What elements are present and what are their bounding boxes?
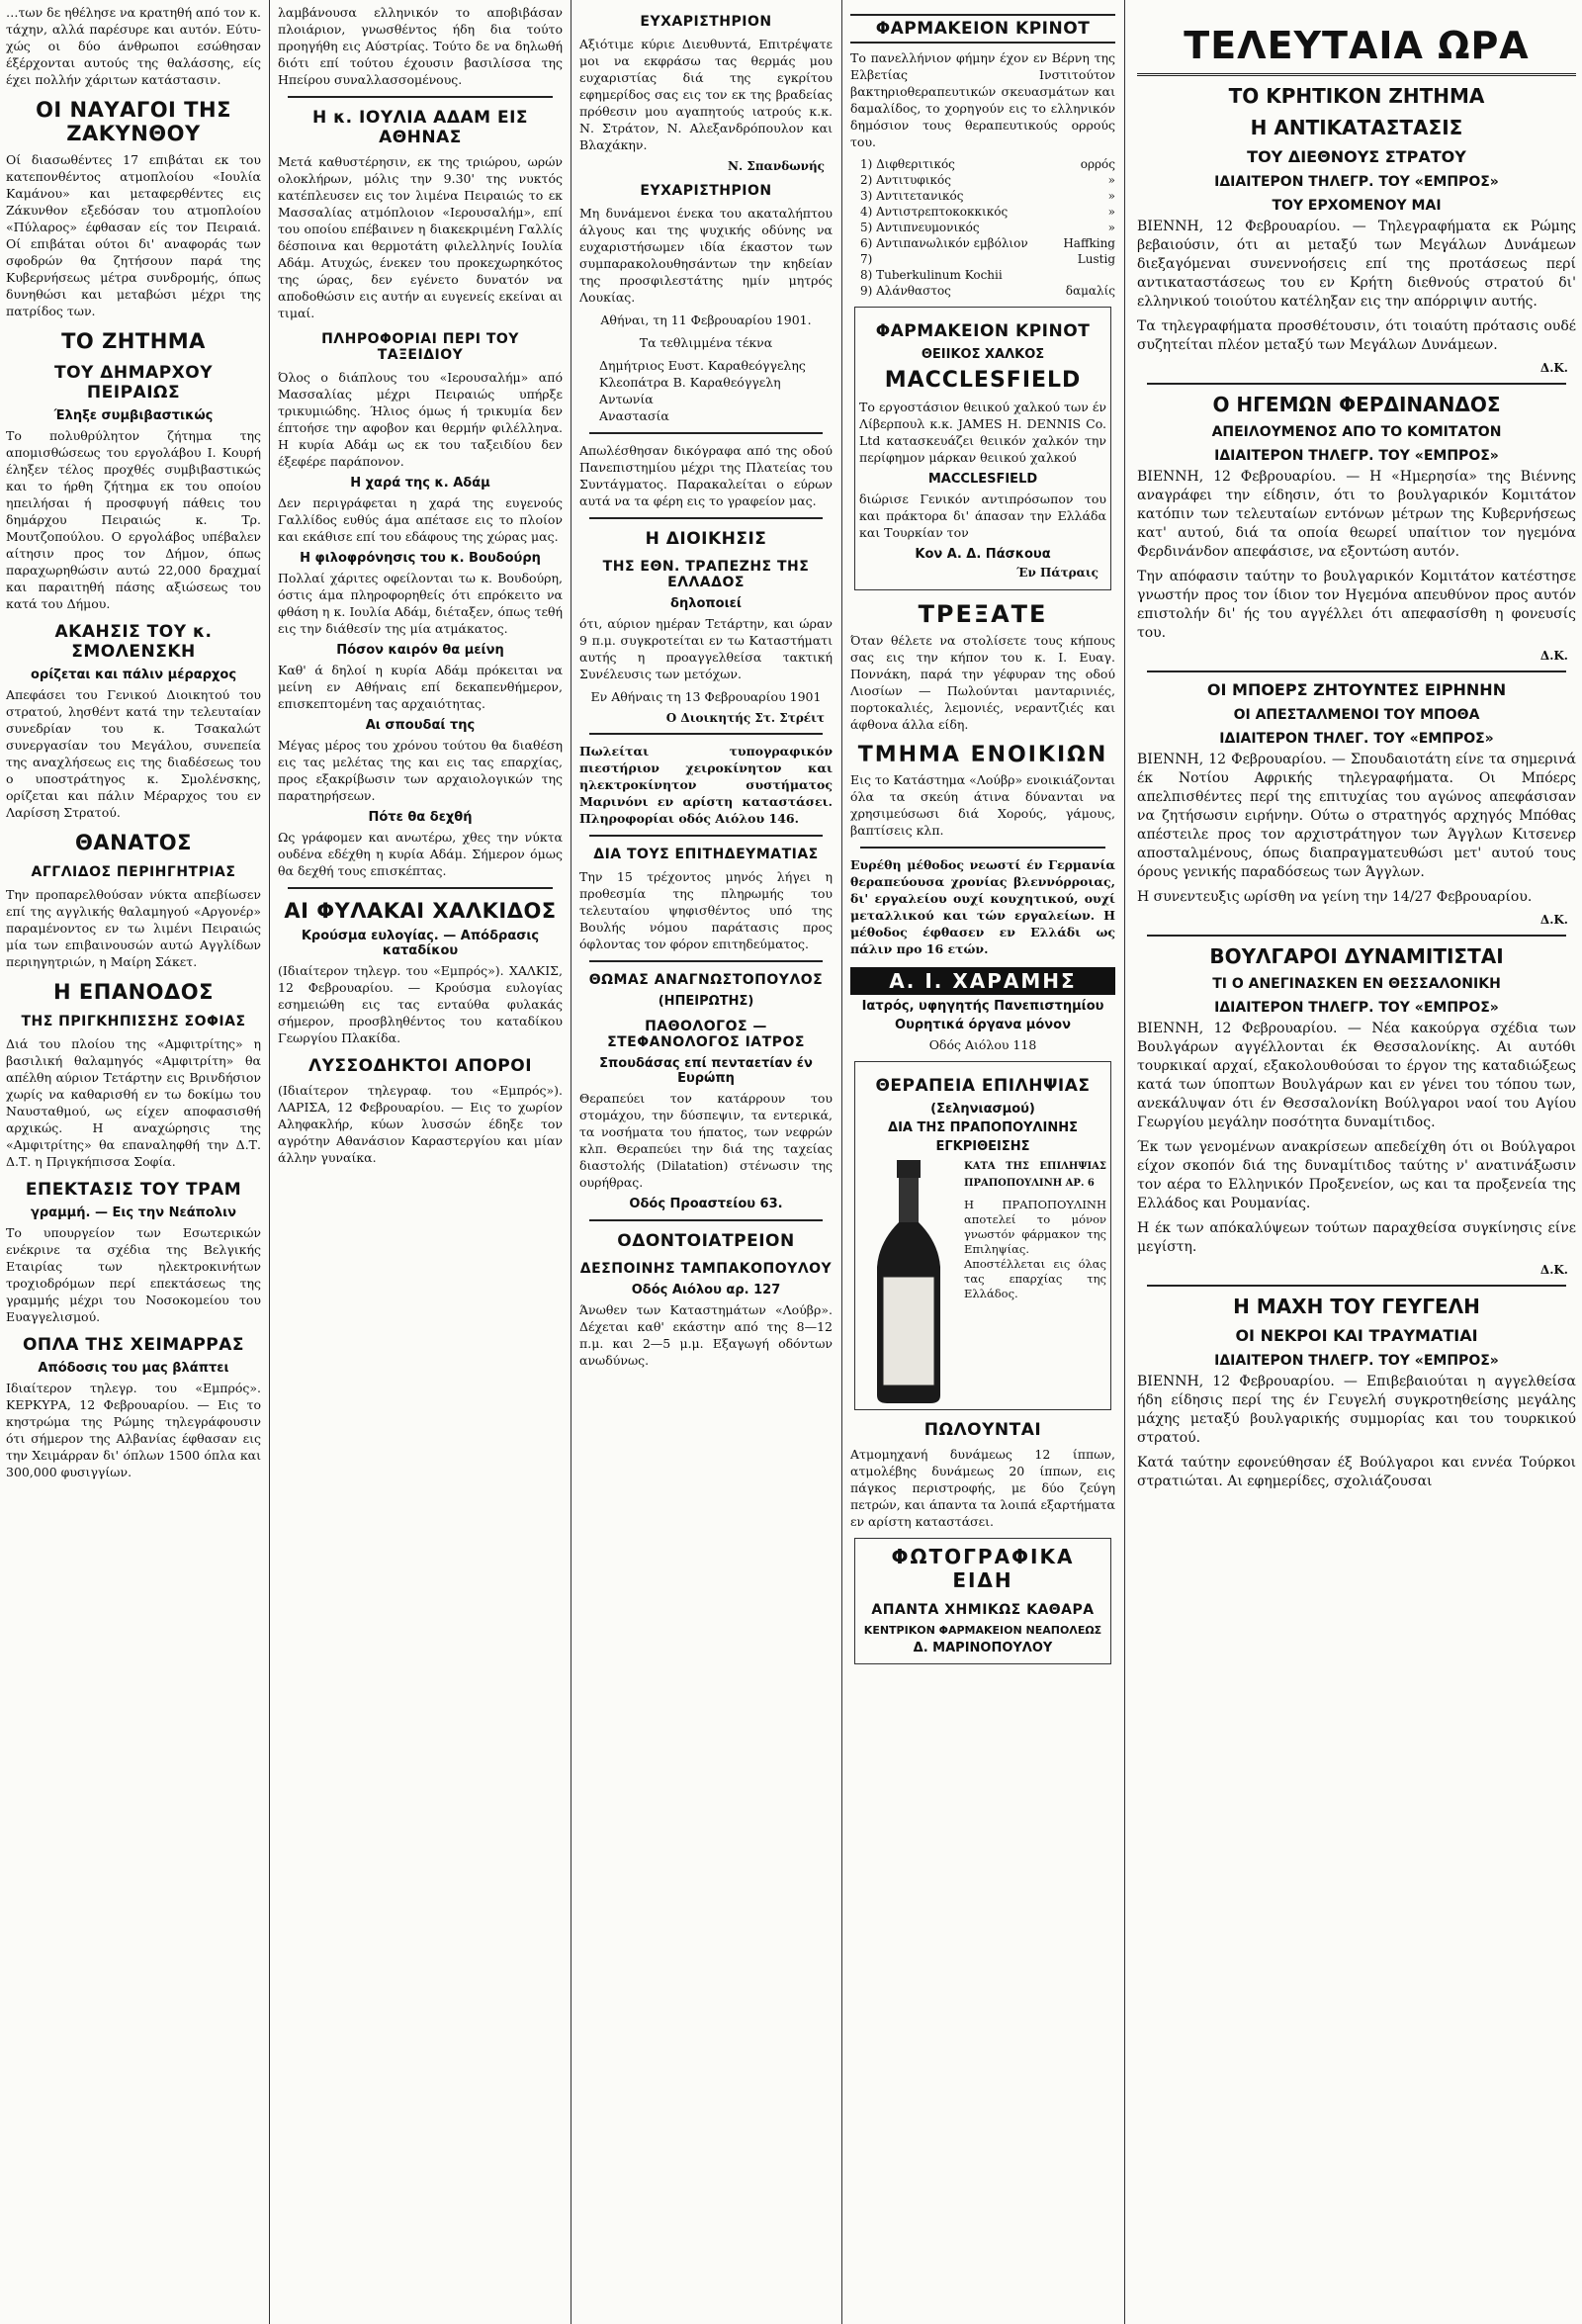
name-entry: Αναστασία <box>599 408 669 423</box>
headline-angliidos: ΑΓΓΛΙΔΟΣ ΠΕΡΙΗΓΗΤΡΙΑΣ <box>31 864 236 880</box>
article-intro: …των δε ηθέλησε να κρατηθή από τον κ. τάχην, αλλά παρέσυρε και αυτόν. Εύτυ-χώς οι δύο άνθρωποι εσώθησαν έξέρχονται αυτούς της θαλάσσης, είς έχει πολλήν χάριτων κατάστασιν. <box>6 5 262 87</box>
headline-zakynthos: ΟΙ ΝΑΥΑΓΟΙ ΤΗΣ ΖΑΚΥΝΘΟΥ <box>36 98 231 145</box>
telegram-tag: ΤΟΥ ΕΡΧΟΜΕΝΟΥ ΜΑΙ <box>1272 198 1442 214</box>
signature: Δ.Κ. <box>1539 1263 1568 1277</box>
brand-name: MACCLESFIELD <box>884 368 1082 393</box>
headline-doctor: ΘΩΜΑΣ ΑΝΑΓΝΩΣΤΟΠΟΥΛΟΣ <box>588 972 824 988</box>
column-rule <box>841 0 842 2324</box>
divider <box>589 1219 823 1221</box>
article-body: Το εργοστάσιον θειικού χαλκού των έν Λίβερπουλ κ.κ. JAMES H. DENNIS Co. Ltd κατασκευάζει θειικόν χαλκόν την περίφημον μάρκαν θειικού χαλκού <box>859 400 1106 465</box>
list-item: 1) Διφθεριτικός ορρός <box>860 157 1115 171</box>
column-2 <box>272 0 569 2324</box>
article-body: ότι, αύριον ημέραν Τετάρτην, και ώραν 9 π.μ. συγκροτείται εν τω Καταστήματι αυτής η προαγγελθείσα τακτική Συνέλευσις των μετόχων. <box>579 616 833 681</box>
article-body: Άνωθεν των Καταστημάτων «Λούβρ». Δέχεται καθ' εκάστην από της 8—12 π.μ. και 2—5 μ.μ. Εξαγωγή οδόντων ανωδύνως. <box>579 1302 833 1368</box>
divider <box>1147 670 1566 672</box>
subhead: δηλοποιεί <box>670 596 742 611</box>
headline-thessaloniki: ΤΙ Ο ΑΝΕΓΙΝΑΣΚΕΝ ΕΝ ΘΕΣΣΑΛΟΝΙΚΗ <box>1212 976 1501 992</box>
article-body: ΒΙΕΝΝΗ, 12 Φεβρουαρίου. — Τηλεγραφήματα εκ Ρώμης βεβαιούσιν, ότι αι μεταξύ των Μεγάλων Δυνάμεων διεξαγόμεναι συνεννοήσεις επί της προτάσεως περί αντικαταστάσεως του εν Κρήτη διεθνούς στρατού δι' ελληνικού τοιούτου κατέληξαν εις την απόρριψιν αυτής. <box>1137 219 1576 310</box>
headline-plirofories: ΠΛΗΡΟΦΟΡΙΑΙ ΠΕΡΙ ΤΟΥ ΤΑΞΕΙΔΙΟΥ <box>321 331 519 363</box>
article-body: διώρισε Γενικόν αντιπρόσωπον του και πράκτορα δι' άπασαν την Ελλάδα και Τουρκίαν τον <box>859 492 1106 540</box>
article-body: Τα τηλεγραφήματα προσθέτουσιν, ότι τοιαύτη πρότασις ουδέ συζητείται πλέον μεταξύ των Μεγάλων Δυνάμεων. <box>1137 318 1576 353</box>
headline-odontoiatreion: ΟΔΟΝΤΟΙΑΤΡΕΙΟΝ <box>617 1231 795 1251</box>
signature: Δ.Κ. <box>1539 913 1568 927</box>
list-item: 4) Αντιστρεπτοκοκκικός » <box>860 205 1115 219</box>
subhead: ΕΓΚΡΙΘΕΙΣΗΣ <box>935 1139 1030 1154</box>
headline-pathologos: ΠΑΘΟΛΟΓΟΣ — ΣΤΕΦΑΝΟΛΟΓΟΣ ΙΑΤΡΟΣ <box>607 1019 805 1050</box>
article-intro: λαμβάνουσα ελληνικόν το αποβιβάσαν πλοιάριον, γνωσθέντος ήδη δια τούτο προηγήθη εις Αύστρίας. Τούτο δε να δηλωθή διότι επί τούτου έχουσιν βασιλίσσα της Ηπείρου συναλλασσομένους. <box>278 5 563 87</box>
ad-content <box>859 1158 1106 1405</box>
article-body: Το υπουργείον των Εσωτερικών ενέκρινε τα σχέδια της Βελγικής Εταιρίας των ηλεκτροκινήτων τροχιοδρόμων περί επεκτάσεως της γραμμής μέχρι του Νοσοκομείου του Ευαγγελισμού. <box>6 1225 261 1324</box>
subhead: Πόσον καιρόν θα μείνη <box>336 643 504 658</box>
article-body: Το πολυθρύλητον ζήτημα της απομισθώσεως του εργολάβου Ι. Κουρή έληξεν τέλος προχθές συμβιβαστικώς και το ήρθη ζήτημα εκ του οποίου ηπειλήσαι ή προσφυγή πάθεις του δημάρχου Πειραιώς κ. Τρ. Μουτζοπούλου. Ο εργολάβος υπέβαλεν αίτησιν προς τον Δήμον, όπως παραχωρηθώσιν αυτώ 22,000 δραχμαί και παραιτηθή πάσης αξιώσεως του κατά του Δήμου. <box>6 428 261 611</box>
subhead: Η χαρά της κ. Αδάμ <box>350 476 490 491</box>
subhead: ΚΕΝΤΡΙΚΟΝ ΦΑΡΜΑΚΕΙΟΝ ΝΕΑΠΟΛΕΩΣ <box>863 1624 1102 1637</box>
headline-tampakopoulou: ΔΕΣΠΟΙΝΗΣ ΤΑΜΠΑΚΟΠΟΥΛΟΥ <box>579 1261 833 1277</box>
name-entry: Κλεοπάτρα Β. Καραθεόγγελη <box>599 375 781 390</box>
headline-adam: Η κ. ΙΟΥΛΙΑ ΑΔΑΜ ΕΙΣ ΑΘΗΝΑΣ <box>311 108 529 147</box>
telegram-tag: ΙΔΙΑΙΤΕΡΟΝ ΤΗΛΕΓΡ. ΤΟΥ «ΕΜΠΡΟΣ» <box>1214 174 1499 190</box>
list-item: 3) Αντιτετανικός » <box>860 189 1115 203</box>
subhead: Κρούσμα ευλογίας. — Απόδρασις καταδίκου <box>301 929 540 958</box>
ad-text <box>964 1158 1106 1307</box>
date-line: Εν Αθήναις τη 13 Φεβρουαρίου 1901 <box>590 689 822 704</box>
agent-name: Κον Α. Δ. Πάσκουα <box>915 547 1051 562</box>
headline-trapeza: ΤΗΣ ΕΘΝ. ΤΡΑΠΕΖΗΣ ΤΗΣ ΕΛΛΑΔΟΣ <box>602 559 810 590</box>
article-body: ΒΙΕΝΝΗ, 12 Φεβρουαρίου. — Επιβεβαιούται η αγγελθείσα ήδη είδησις περί της έν Γευγελή συγκροτηθείσης μεγάλης μάχης μεταξύ βουλγαρικής συμμορίας και του τουρκικού στρατού. <box>1137 1374 1576 1446</box>
headline-kritikon: ΤΟ ΚΡΗΤΙΚΟΝ ΖΗΤΗΜΑ <box>1228 84 1485 108</box>
column-rule <box>1124 0 1125 2324</box>
article-body: Θεραπεύει τον κατάρρουν του στομάχου, την δύσπεψιν, τα εντερικά, τα νοσήματα του ήπατος, των νεφρών κλπ. Θεραπεύει την διά της ταχείας διαστολής (Dilatation) στένωσιν της ουρήθρας. <box>579 1091 833 1190</box>
subhead: ΘΕΙΙΚΟΣ ΧΑΛΚΟΣ <box>921 347 1045 362</box>
column-3 <box>573 0 838 2324</box>
subhead: (ΗΠΕΙΡΩΤΗΣ) <box>658 994 754 1009</box>
serum-list <box>860 156 1115 299</box>
article-body: Ατμομηχανή δυνάμεως 12 ίππων, ατμολέβης δυνάμεως 20 ίππων, εις πάγκος περιστροφής, με δύο ζεύγη πετρών, και άπαντα τα λοιπά εξαρτήματα εν αρίστη καταστάσει. <box>850 1447 1115 1529</box>
article-body: Εις το Κατάστημα «Λούβρ» ενοικιάζονται όλα τα σκεύη άτινα δύνανται να χρησιμεύσωσι διά Χορούς, γάμους, βαπτίσεις κλπ. <box>850 772 1115 838</box>
subhead: γραμμή. — Εις την Νεάπολιν <box>31 1206 236 1220</box>
bottle-icon <box>859 1158 958 1405</box>
article-body: Δεν περιγράφεται η χαρά της ευγενούς Γαλλίδος ευθύς άμα απέτασε εις το πλοίον και εκάθισε επί του εδάφους της χώρας μας. <box>278 495 563 544</box>
headline-therapeia: ΘΕΡΑΠΕΙΑ ΕΠΙΛΗΨΙΑΣ <box>875 1076 1091 1096</box>
headline-eucharistirion-2: ΕΥΧΑΡΙΣΤΗΡΙΟΝ <box>640 183 772 199</box>
bottle-label: ΚΑΤΑ ΤΗΣ ΕΠΙΛΗΨΙΑΣ ΠΡΑΠΟΠΟΥΛΙΝΗ ΑΡ. 6 <box>964 1161 1106 1189</box>
divider <box>1147 935 1566 937</box>
headline-zitima: ΤΟ ΖΗΤΗΜΑ <box>61 329 206 353</box>
headline-cheimarra: ΟΠΛΑ ΤΗΣ ΧΕΙΜΑΡΡΑΣ <box>22 1335 245 1355</box>
signature: Ν. Σπανδωνής <box>728 159 825 173</box>
headline-dimarchos: ΤΟΥ ΔΗΜΑΡΧΟΥ ΠΕΙΡΑΙΩΣ <box>53 363 214 402</box>
headline-chimikos: ΑΠΑΝΤΑ ΧΗΜΙΚΩΣ ΚΑΘΑΡΑ <box>871 1602 1095 1618</box>
subhead: Πότε θα δεχθή <box>368 810 473 825</box>
ad-box-epilepsy <box>854 1061 1111 1410</box>
headline-sofia: ΤΗΣ ΠΡΙΓΚΗΠΙΣΣΗΣ ΣΟΦΙΑΣ <box>21 1014 246 1029</box>
subhead: Απόδοσις του μας βλάπτει <box>38 1361 229 1376</box>
divider <box>860 847 1105 849</box>
divider <box>288 96 553 98</box>
article-body: Το πανελλήνιον φήμην έχον εν Βέρνη της Ελβετίας Ινστιτούτον βακτηριοθεραπευτικών σκευασμάτων και δαμαλίδος, το χορηγούν εις το ελληνικόν δημόσιον τους θεραπευτικούς ορρούς του. <box>850 50 1115 149</box>
headline-ferdinandos: Ο ΗΓΕΜΩΝ ΦΕΡΔΙΝΑΝΔΟΣ <box>1212 393 1501 416</box>
subhead: Ουρητικά όργανα μόνον <box>895 1018 1071 1032</box>
subhead: Η φιλοφρόνησις του κ. Βουδούρη <box>300 551 541 566</box>
headline-photographika: ΦΩΤΟΓΡΑΦΙΚΑ ΕΙΔΗ <box>891 1545 1075 1592</box>
article-body: ΒΙΕΝΝΗ, 12 Φεβρουαρίου. — Νέα κακούργα σχέδια των Βουλγάρων αγγέλλονται έκ Θεσσαλονίκης. Αι αυτόθι τουρκικαί αρχαί, εξακολουθούσαι το έργον της καταδιώξεως κατά των ύποπτων Βουλγάρων και εν γένει του τόπου των, ανεκάλυψαν ότι έν Θεσσαλονίκη Βούλγαροι ναοί του Αγίου Γεωργίου μεγάλην ποσότητα δυναμίτιδος. <box>1137 1021 1576 1130</box>
headline-dioikisis: Η ΔΙΟΙΚΗΣΙΣ <box>645 529 767 549</box>
divider <box>288 887 553 889</box>
article-body: Την απόφασιν ταύτην το βουλγαρικόν Κομιτάτον κατέστησε γνωστήν προς τον ίδιον τον Ηγεμόνα απευθύνον προς αυτόν επιστολήν δι' ής του αγγέλλει ότι απεφασίσθη η φονευσίς του. <box>1137 569 1576 641</box>
headline-thanatos: ΘΑΝΑΤΟΣ <box>75 831 192 854</box>
divider <box>589 733 823 735</box>
headline-lyssodiktoi: ΛΥΣΣΟΔΗΚΤΟΙ ΑΠΟΡΟΙ <box>308 1056 533 1076</box>
divider <box>589 517 823 519</box>
subhead: (Σεληνιασμού) <box>930 1102 1035 1117</box>
article-body: Την προπαρελθούσαν νύκτα απεβίωσεν επί της αγγλικής θαλαμηγού «Αργονέρ» παραμένοντος εν τω λιμένι Πειραιώς μία των επιβαινουσών αυτώ Αγγλίδων περιηγητριών, η Μαίρη Σάκετ. <box>6 887 261 969</box>
headline-epitideumaties: ΔΙΑ ΤΟΥΣ ΕΠΙΤΗΔΕΥΜΑΤΙΑΣ <box>593 847 819 862</box>
headline-nekroi: ΟΙ ΝΕΚΡΟΙ ΚΑΙ ΤΡΑΥΜΑΤΙΑΙ <box>1235 1326 1478 1345</box>
divider <box>1147 1285 1566 1287</box>
article-body: ΒΙΕΝΝΗ, 12 Φεβρουαρίου. — Η «Ημερησία» της Βιέννης αναγράφει την είδησιν, ότι το βουλγαρικόν Κομιτάτον κατόπιν των τελευταίων εντόνων μέτρων της Κυβερνήσεως κατ' αυτού, διά τα οποία θεωρεί υπαίτιον τον ηγεμόνα Φερδινάνδον απεφάσισε, να εξοντώση αυτόν. <box>1137 469 1576 560</box>
headline-poloundai: ΠΩΛΟΥΝΤΑΙ <box>923 1420 1042 1440</box>
headline-charamis: Α. Ι. ΧΑΡΑΜΗΣ <box>850 967 1115 995</box>
lost-notice: Απωλέσθησαν δικόγραφα από της οδού Πανεπιστημίου μέχρι της Πλατείας του Συντάγματος. Παρακαλείται ο εύρων αυτά να τα φέρη εις το γραφείον μας. <box>579 443 833 508</box>
ad-method: Ευρέθη μέθοδος νεωστί έν Γερμανία θεραπεύουσα χρονίας βλεννόρροιας, δι' εργαλείου ουχί κουχητικού, ουχί μεταλλικού και τών εργαλείων. Η μέθοδος έφθασεν εν Ελλάδι ως πάλιν προ 16 ετών. <box>850 857 1115 956</box>
agent-city: Έν Πάτραις <box>1016 566 1099 580</box>
address: Οδός Αιόλου 118 <box>928 1037 1037 1052</box>
headline-tram: ΕΠΕΚΤΑΣΙΣ ΤΟΥ ΤΡΑΜ <box>25 1180 242 1200</box>
column-5 <box>1127 0 1582 2324</box>
section-title: ΤΕΛΕΥΤΑΙΑ ΩΡΑ <box>1137 24 1576 76</box>
article-body: Μέγας μέρος του χρόνου τούτου θα διαθέση εις τας μελέτας της και εις τας επαρχίας, προς εξακρίβωσιν των αρχαιολογικών της παρατηρήσεων. <box>278 738 563 803</box>
article-body: Απεφάσει του Γενικού Διοικητού του στρατού, λησθέντ κατά την τελευταίαν συνεδρίαν του κ. Τσακαλώτ συνεργασίαν του Μεγάλου, συνεπεία της αναχλήσεως εις της διαδέσεως του ο υποστράτηγος κ. Σμολένσκης, ορίζεται και πάλιν Μέραρχος του εν Λαρίσση Στρατού. <box>6 687 261 820</box>
list-item: 7) Lustig <box>860 252 1115 266</box>
headline-smolenski: ΑΚΑΗΣΙΣ ΤΟΥ κ. ΣΜΟΛΕΝΣΚΗ <box>54 622 213 662</box>
headline-pharmakeion: ΦΑΡΜΑΚΕΙΟΝ ΚΡΙΝΟΤ <box>850 14 1115 44</box>
article-body: ΒΙΕΝΝΗ, 12 Φεβρουαρίου. — Σπουδαιοτάτη είνε τα σημερινά έκ Νοτίου Αφρικής τηλεγραφήματα. Οι Μπόερς απελπισθέντες περί της επιτυχίας του αγώνος απεφάσισαν να ζητήσωσιν ειρήνην. Ούτω ο στρατηγός αρχηγός Μπόθας απέστειλε προς τον αρχιστράτηγον των Άγγλων Κιτσενερ αποσταλμένους, όπως διαπραγματευθώσι μετ' αυτού τους όρους γενικής παραδόσεως των Άγγλων. <box>1137 752 1576 880</box>
date-line: Αθήναι, τη 11 Φεβρουαρίου 1901. <box>600 313 812 327</box>
name-entry: Αντωνία <box>599 392 654 406</box>
article-body: Οί διασωθέντες 17 επιβάται εκ του κατεπονθέντος ατμοπλοίου «Ιουλία Καμάνου» και μεταφερθέντες εις Ζάκυνθον εξεδόσαν του ατμοπλοίου «Πύλαρος» έφθασαν είς τον Πειραιά. Οί επιβάται ούτοι δι' αναφοράς των σφοδρών θα ζητήσουν παρά της Κυβερνήσεως μέτρα συνδρομής, όπως δυνηθώσι και μεταβώσι μέχρι της πατρίδος των. <box>6 152 261 318</box>
ad-press: Πωλείται τυπογραφικόν πιεστήριον χειροκίνητον και ηλεκτροκίνητον συστήματος Μαρινόνι εν αρίστη καταστάσει. Πληροφορίαι οδός Αιόλου 146. <box>579 744 833 826</box>
subhead: Αι σπουδαί της <box>365 718 476 733</box>
subhead: Δ. ΜΑΡΙΝΟΠΟΥΛΟΥ <box>913 1641 1053 1655</box>
article-body: Η συνεντευξις ωρίσθη να γείνη την 14/27 Φεβρουαρίου. <box>1137 889 1533 905</box>
article-body: Πολλαί χάριτες οφείλονται τω κ. Βουδούρη, όστις άμα πληροφορηθείς ότι επρόκειτο να φθάση η κ. Ιουλία Αδάμ, διέταξεν, όπως τεθή εις την διάθεσίν της μία ατμάκατος. <box>278 571 563 636</box>
article-body: Όταν θέλετε να στολίσετε τους κήπους σας εις την κήπον του κ. Ι. Ευαγ. Ποννάκη, παρά την γέφυραν της οδού Λιοσίων — Πωλούνται μανταρινιές, πορτοκαλιές, λεμονιές, νεραντζιές και άφθονα άλλα είδη. <box>850 633 1115 732</box>
telegram-tag: ΙΔΙΑΙΤΕΡΟΝ ΤΗΛΕΓΡ. ΤΟΥ «ΕΜΠΡΟΣ» <box>1214 1000 1499 1016</box>
article-body: Η ΠΡΑΠΟΠΟΥΛΙΝΗ αποτελεί το μόνον γνωστόν φάρμακον της Επιληψίας. Αποστέλλεται εις όλας τας επαρχίας της Ελλάδος. <box>964 1198 1106 1300</box>
telegram-tag: ΙΔΙΑΙΤΕΡΟΝ ΤΗΛΕΓΡ. ΤΟΥ «ΕΜΠΡΟΣ» <box>1214 1353 1499 1369</box>
telegram-tag: ΙΔΙΑΙΤΕΡΟΝ ΤΗΛΕΓΡ. ΤΟΥ «ΕΜΠΡΟΣ» <box>1214 448 1499 464</box>
signature: Δ.Κ. <box>1539 361 1568 375</box>
divider <box>589 432 823 434</box>
article-body: Ως γράφομεν και ανωτέρω, χθες την νύκτα ουδένα εδέχθη η κυρία Αδάμ. Σήμερον όμως θα δεχθή τους επισκέπτας. <box>278 830 563 878</box>
name-list <box>599 357 833 424</box>
subhead: ορίζεται και πάλιν μέραρχος <box>30 668 237 682</box>
headline-eucharistirion: ΕΥΧΑΡΙΣΤΗΡΙΟΝ <box>640 14 772 30</box>
article-body: Η έκ των απόκαλύψεων τούτων παραχθείσα συγκίνησις είνε μεγίστη. <box>1137 1220 1576 1255</box>
list-item: 5) Αντιπνευμονικός » <box>860 221 1115 234</box>
article-body: Αξιότιμε κύριε Διευθυντά, Επιτρέψατε μοι να εκφράσω τας θερμάς μου ευχαριστίας διά της εγκρίτου εφημερίδος σας εις τον εκ της βραδείας πρόθεσιν μου αγαπητούς ιατρούς κ.κ. Ν. Στράτον, Ν. Αλεξανδρόπουλον και Βλαχάκην. <box>579 37 833 152</box>
headline-pharmakeion-2: ΦΑΡΜΑΚΕΙΟΝ ΚΡΙΝΟΤ <box>875 321 1091 341</box>
headline-trexate: ΤΡΕΞΑΤΕ <box>918 600 1048 628</box>
ad-box-macclesfield <box>854 307 1111 590</box>
headline-epanodos: Η ΕΠΑΝΟΔΟΣ <box>53 980 214 1004</box>
article-body: (Ιδιαίτερον τηλεγραφ. του «Εμπρός»). ΛΑΡΙΣΑ, 12 Φεβρουαρίου. — Εις το χωρίον Αληφακλήρ, κύων λυσσών έδηξε τον αγρότην Αθανάσιον Καραστεργίου και μίαν άλλην γυναίκα. <box>278 1083 563 1165</box>
headline-chalkida: ΑΙ ΦΥΛΑΚΑΙ ΧΑΛΚΙΔΟΣ <box>284 899 557 923</box>
headline-boers: ΟΙ ΜΠΟΕΡΣ ΖΗΤΟΥΝΤΕΣ ΕΙΡΗΝΗΝ <box>1206 680 1507 699</box>
address: Οδός Αιόλου αρ. 127 <box>631 1283 781 1297</box>
list-item: 8) Tuberkulinum Kochii <box>860 268 1003 282</box>
article-body: Διά του πλοίου της «Αμφιτρίτης» η βασιλική θαλαμηγός «Αμφιτρίτη» θα απέλθη αύριον Τετάρτην εις Βρινδήσιον χωρίς να καθαρισθή εν τω δοκίμω του Ναυσταθμού, ως είχεν αποφασισθή αρχικώς. Η αναχώρησις της «Αμφιτρίτης» θα επαναληφθή την Δ.Τ. Δ.Τ. η Πριγκήπισσα Σοφία. <box>6 1036 261 1169</box>
column-1 <box>0 0 267 2324</box>
name-entry: Δημήτριος Ευστ. Καραθεόγγελης <box>599 358 806 373</box>
headline-antikatastasis: Η ΑΝΤΙΚΑΤΑΣΤΑΣΙΣ <box>1250 116 1463 139</box>
signature: Τα τεθλιμμένα τέκνα <box>639 335 773 350</box>
ad-box-photographika <box>854 1538 1111 1664</box>
headline-gevgeli: Η ΜΑΧΗ ΤΟΥ ΓΕΥΓΕΛΗ <box>1233 1295 1480 1318</box>
divider <box>589 835 823 837</box>
list-item: 9) Αλάνθαστος δαμαλίς <box>860 284 1115 298</box>
signature: Δ.Κ. <box>1539 649 1568 663</box>
article-body: (Ιδιαίτερον τηλεγρ. του «Εμπρός»). ΧΑΛΚΙΣ, 12 Φεβρουαρίου. — Κρούσμα ευλογίας εσημειώθη εις τας ενταύθα φυλακάς σήμερον, προσβληθέντος του καταδίκου Γεωργίου Πλακίδα. <box>278 963 563 1045</box>
list-item: 6) Αντιπανωλικόν εμβόλιον Haffking <box>860 236 1115 250</box>
article-body: Ιδιαίτερον τηλεγρ. του «Εμπρός». ΚΕΡΚΥΡΑ, 12 Φεβρουαρίου. — Εις το κηστρώμα της Ρώμης τηλεγράφουσιν ότι σήμερον της Αλβανίας έφθασαν εις την Χειμάρραν δι' όπλων 1500 όπλα και 300,000 φυσιγγίων. <box>6 1381 261 1479</box>
divider <box>589 960 823 962</box>
address: Οδός Προαστείου 63. <box>629 1197 783 1211</box>
headline-voulgaroi: ΒΟΥΛΓΑΡΟΙ ΔΥΝΑΜΙΤΙΣΤΑΙ <box>1209 944 1504 968</box>
headline-tmima-enoikion: ΤΜΗΜΑ ΕΝΟΙΚΙΩΝ <box>857 743 1108 767</box>
article-body: Μετά καθυστέρησιν, εκ της τριώρου, ωρών ολοκλήρων, μόλις την 9.30' της νυκτός κατέπλευσεν εις τον λιμένα Πειραιώς το εκ Μασσαλίας ατμόπλοιον «Ιερουσαλήμ», επί του οποίου επέβαινεν η διακεκριμένη Γαλλίς δέσποινα και θερμοτάτη φιλελληνίς Ιουλία Αδάμ. Ατυχώς, ένεκεν του προκεχωρηκότος της ώρας, δεν εγένετο δυνατόν να αποδοθώσιν εις αυτήν αι ευγενείς εκείναι αι τιμαί. <box>278 154 563 320</box>
headline-komitaton: ΑΠΕΙΛΟΥΜΕΝΟΣ ΑΠΟ ΤΟ ΚΟΜΙΤΑΤΟΝ <box>1211 424 1502 440</box>
subhead: Έληξε συμβιβαστικώς <box>53 408 214 423</box>
column-rule <box>269 0 270 2324</box>
article-body: Καθ' ά δηλοί η κυρία Αδάμ πρόκειται να μείνη εν Αθήναις επί δεκαπενθήμερον, επισκεπτομένη τας αρχαιότητας. <box>278 663 563 711</box>
subhead: ΔΙΑ ΤΗΣ ΠΡΑΠΟΠΟΥΛΙΝΗΣ <box>888 1120 1078 1135</box>
article-body: Την 15 τρέχοντος μηνός λήγει η προθεσμία της πληρωμής του τελευταίου ψηφισθέντος υπό της Βουλής νόμου παράτασις προς όφλοντας τον φόρον επιτηδεύματος. <box>579 869 833 951</box>
list-item: 2) Αντιτυφικός » <box>860 173 1115 187</box>
subhead: Ιατρός, υφηγητής Πανεπιστημίου <box>861 999 1104 1014</box>
article-body: Μη δυνάμενοι ένεκα του ακαταλήπτου άλγους και της ψυχικής οδύνης να ευχαριστήσωμεν ιδία έκαστον των συμπαρακολουθησάντων την κηδείαν της προσφιλεστάτης ημίν μητρός Λουκίας. <box>579 206 833 305</box>
headline-botha: ΟΙ ΑΠΕΣΤΑΛΜΕΝΟΙ ΤΟΥ ΜΠΟΘΑ <box>1233 707 1480 723</box>
telegram-tag: ΙΔΙΑΙΤΕΡΟΝ ΤΗΛΕΓ. ΤΟΥ «ΕΜΠΡΟΣ» <box>1219 731 1494 747</box>
column-4 <box>844 0 1121 2324</box>
article-body: Έκ των γενομένων ανακρίσεων απεδείχθη ότι οι Βούλγαροι είχον σκοπόν διά της δυναμίτιδος ταύτης ν' ανατινάξωσιν τον αέρα το Ελληνικόν Προξενείον, ως και τα προξενεία της Ελλάδος και Ρουμανίας. <box>1137 1139 1576 1211</box>
subhead: Σπουδάσας επί πενταετίαν έν Ευρώπη <box>599 1056 813 1086</box>
headline-stratou: ΤΟΥ ΔΙΕΘΝΟΥΣ ΣΤΡΑΤΟΥ <box>1247 147 1466 166</box>
article-body: Όλος ο διάπλους του «Ιερουσαλήμ» από Μασσαλίας μέχρι Πειραιώς υπήρξε τρικυμιώδης. Ήλιος όμως ή τρικυμία δεν έπτοήσε την αφοβον και θερμήν φιλέλληνα. Η κυρία Αδάμ ως εκ του ταξειδίου δεν έξεφέρε παράπονον. <box>278 370 563 469</box>
divider <box>1147 383 1566 385</box>
signature: Ο Διοικητής Στ. Στρέιτ <box>665 711 825 725</box>
brand-name: MACCLESFIELD <box>927 472 1038 487</box>
article-body: Κατά ταύτην εφονεύθησαν έξ Βούλγαροι και εννέα Τούρκοι στρατιώται. Αι εφημερίδες, σχολιάζουσαι <box>1137 1455 1576 1489</box>
